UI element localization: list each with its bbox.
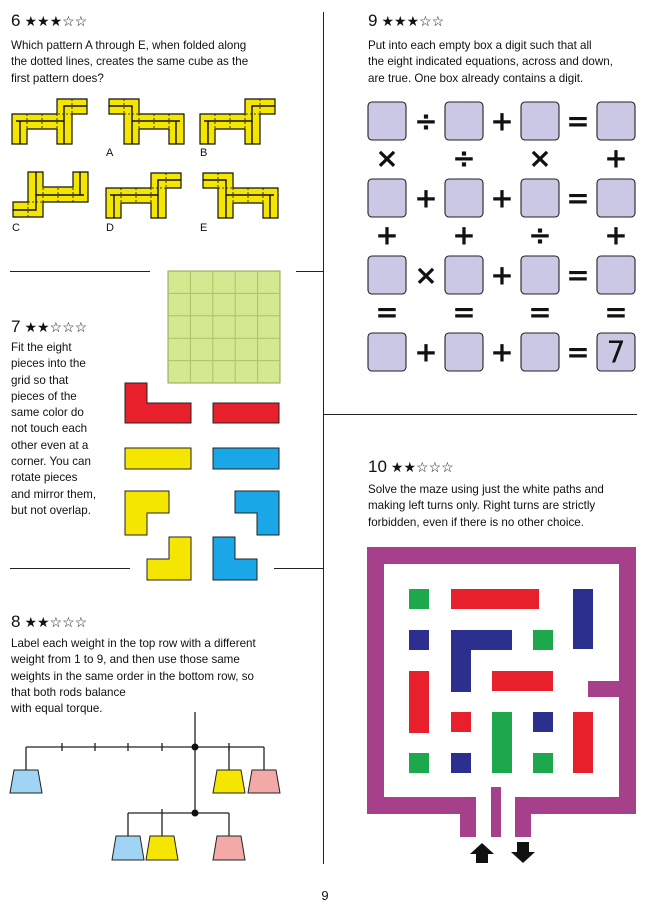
- digit-box[interactable]: [445, 333, 483, 371]
- maze-block: [533, 630, 553, 650]
- puzzle6-title: [11, 11, 87, 31]
- puzzle7-title: [11, 317, 87, 337]
- maze-block: [533, 753, 553, 773]
- maze-block: [492, 671, 553, 691]
- puzzle8-number: 8: [11, 612, 21, 631]
- puzzle6-line: the dotted lines, creates the same cube as the: [11, 55, 249, 69]
- puzzle9-title: [368, 11, 444, 31]
- puzzle9-number: 9: [368, 11, 378, 30]
- row-operator: ÷: [414, 104, 438, 138]
- center-divider: [323, 12, 324, 864]
- puzzle6-stars: ★★★☆☆: [24, 13, 88, 29]
- maze-block: [451, 712, 471, 732]
- column-operator: +: [452, 218, 476, 252]
- maze-block: [573, 589, 593, 649]
- puzzle8-line: with equal torque.: [11, 702, 103, 716]
- maze-entry-up-arrow-icon: [470, 843, 494, 863]
- puzzle9-line: are true. One box already contains a digit.: [368, 71, 584, 85]
- puzzle7-line: pieces into the: [11, 357, 86, 371]
- maze-block: [409, 630, 429, 650]
- digit-box[interactable]: [597, 102, 635, 140]
- puzzle10-line: Solve the maze using just the white paths and: [368, 483, 604, 496]
- digit-box[interactable]: [597, 179, 635, 217]
- label-a: A: [106, 147, 114, 159]
- row-operator: =: [566, 181, 590, 215]
- puzzle7-line: other even at a: [11, 438, 89, 452]
- weight-top-2[interactable]: [213, 770, 245, 793]
- digit-box[interactable]: [521, 333, 559, 371]
- weight-top-3[interactable]: [248, 770, 280, 793]
- puzzle8-text: [11, 636, 311, 717]
- puzzle6-cube-nets: [0, 85, 323, 245]
- row-operator: ×: [414, 258, 438, 292]
- puzzle6-line: first pattern does?: [11, 71, 104, 85]
- puzzle10-stars: ★★☆☆☆: [390, 459, 454, 475]
- puzzle8-line: weights in the same order in the bottom row, so: [11, 669, 254, 683]
- digit-box[interactable]: [521, 256, 559, 294]
- puzzle10-title: [368, 457, 454, 477]
- net-original: [12, 99, 87, 144]
- net-d[interactable]: [106, 173, 181, 218]
- digit-box[interactable]: [445, 102, 483, 140]
- puzzle7-line: Fit the eight: [11, 341, 72, 354]
- column-operator: ÷: [528, 218, 552, 252]
- puzzle7-line: pieces of the: [11, 389, 77, 403]
- divider-9-10: [323, 414, 637, 415]
- column-operator: +: [604, 141, 628, 175]
- maze-block: [492, 712, 512, 773]
- puzzle8-line: Label each weight in the top row with a different: [11, 637, 256, 650]
- puzzle7-line: grid so that: [11, 373, 69, 387]
- page-number: 9: [321, 888, 329, 903]
- blue-bar-piece[interactable]: [213, 448, 279, 469]
- puzzle9-equation-grid: [360, 96, 640, 376]
- red-bar-piece[interactable]: [213, 403, 279, 423]
- blue-l-piece[interactable]: [213, 537, 257, 580]
- column-operator: =: [528, 295, 552, 329]
- puzzle7-text: [11, 340, 121, 519]
- puzzle7-line: and mirror them,: [11, 487, 97, 501]
- divider-6-7-right: [296, 271, 323, 272]
- row-operator: +: [490, 104, 514, 138]
- puzzle8-line: weight from 1 to 9, and then use those same: [11, 653, 240, 667]
- puzzle10-maze[interactable]: [367, 547, 637, 867]
- yellow-l-piece[interactable]: [147, 537, 191, 580]
- puzzle7-line: but not overlap.: [11, 503, 91, 517]
- blue-corner-piece[interactable]: [235, 491, 279, 535]
- row-operator: +: [414, 181, 438, 215]
- puzzle10-line: making left turns only. Right turns are strictly: [368, 499, 596, 513]
- column-operator: =: [452, 295, 476, 329]
- puzzle7-line: corner. You can: [11, 455, 91, 469]
- yellow-bar-piece[interactable]: [125, 448, 191, 469]
- label-e: E: [200, 222, 208, 234]
- net-a[interactable]: [109, 99, 184, 144]
- puzzle7-number: 7: [11, 317, 21, 336]
- divider-6-7-left: [10, 271, 150, 272]
- row-operator: =: [566, 335, 590, 369]
- puzzle9-stars: ★★★☆☆: [381, 13, 445, 29]
- column-operator: ×: [375, 141, 399, 175]
- puzzle10-number: 10: [368, 457, 387, 476]
- maze-block: [409, 589, 429, 609]
- row-operator: =: [566, 104, 590, 138]
- digit-box[interactable]: [368, 102, 406, 140]
- puzzle6-line: Which pattern A through E, when folded along: [11, 39, 247, 52]
- puzzle9-line: Put into each empty box a digit such that all: [368, 39, 592, 52]
- digit-box[interactable]: [368, 256, 406, 294]
- column-operator: ÷: [452, 141, 476, 175]
- row-operator: =: [566, 258, 590, 292]
- column-operator: ×: [528, 141, 552, 175]
- puzzle7-stars: ★★☆☆☆: [24, 319, 88, 335]
- yellow-corner-piece[interactable]: [125, 491, 169, 535]
- maze-exit-down-arrow-icon: [511, 842, 535, 863]
- column-operator: =: [604, 295, 628, 329]
- digit-box[interactable]: [521, 102, 559, 140]
- column-operator: +: [604, 218, 628, 252]
- puzzle7-grid[interactable]: [168, 271, 280, 383]
- maze-block: [409, 753, 429, 773]
- maze-block: [451, 589, 539, 609]
- maze-block: [451, 753, 471, 773]
- puzzle7-line: rotate pieces: [11, 471, 78, 485]
- puzzle9-text: [368, 38, 638, 87]
- maze-block: [533, 712, 553, 732]
- weight-bottom-3[interactable]: [213, 836, 245, 860]
- red-l-piece[interactable]: [125, 383, 191, 423]
- digit-box[interactable]: [368, 179, 406, 217]
- label-b: B: [200, 147, 208, 159]
- row-operator: +: [414, 335, 438, 369]
- weight-top-1[interactable]: [10, 770, 42, 793]
- digit-box[interactable]: [368, 333, 406, 371]
- puzzle7-line: not touch each: [11, 422, 88, 436]
- puzzle10-text: [368, 482, 638, 531]
- row-operator: +: [490, 258, 514, 292]
- maze-block: [409, 671, 429, 733]
- column-operator: +: [375, 218, 399, 252]
- digit-box[interactable]: [445, 256, 483, 294]
- label-c: C: [12, 222, 20, 234]
- digit-box[interactable]: [445, 179, 483, 217]
- net-b[interactable]: [200, 99, 275, 144]
- puzzle8-line: that both rods balance: [11, 685, 126, 699]
- weight-bottom-2[interactable]: [146, 836, 178, 860]
- digit-box[interactable]: [597, 256, 635, 294]
- net-e[interactable]: [203, 173, 278, 218]
- divider-7-8-left: [10, 568, 130, 569]
- row-operator: +: [490, 335, 514, 369]
- puzzle8-stars: ★★☆☆☆: [24, 614, 88, 630]
- net-c[interactable]: [13, 172, 88, 217]
- puzzle8-balance: [0, 710, 300, 870]
- puzzle9-line: the eight indicated equations, across and down,: [368, 55, 613, 69]
- weight-bottom-1[interactable]: [112, 836, 144, 860]
- row-operator: +: [490, 181, 514, 215]
- digit-box[interactable]: [521, 179, 559, 217]
- puzzle10-line: forbidden, even if there is no other choice.: [368, 515, 584, 529]
- puzzle6-text: [11, 38, 311, 87]
- puzzle7-line: same color do: [11, 406, 84, 420]
- puzzle8-title: [11, 612, 87, 632]
- maze-block: [573, 712, 593, 773]
- maze-wall-center-post: [491, 787, 501, 837]
- puzzle7-pieces[interactable]: [120, 380, 320, 580]
- puzzle6-number: 6: [11, 11, 21, 30]
- column-operator: =: [375, 295, 399, 329]
- maze-wall-right-spur: [588, 681, 619, 697]
- label-d: D: [106, 222, 114, 234]
- given-digit: 7: [606, 335, 626, 371]
